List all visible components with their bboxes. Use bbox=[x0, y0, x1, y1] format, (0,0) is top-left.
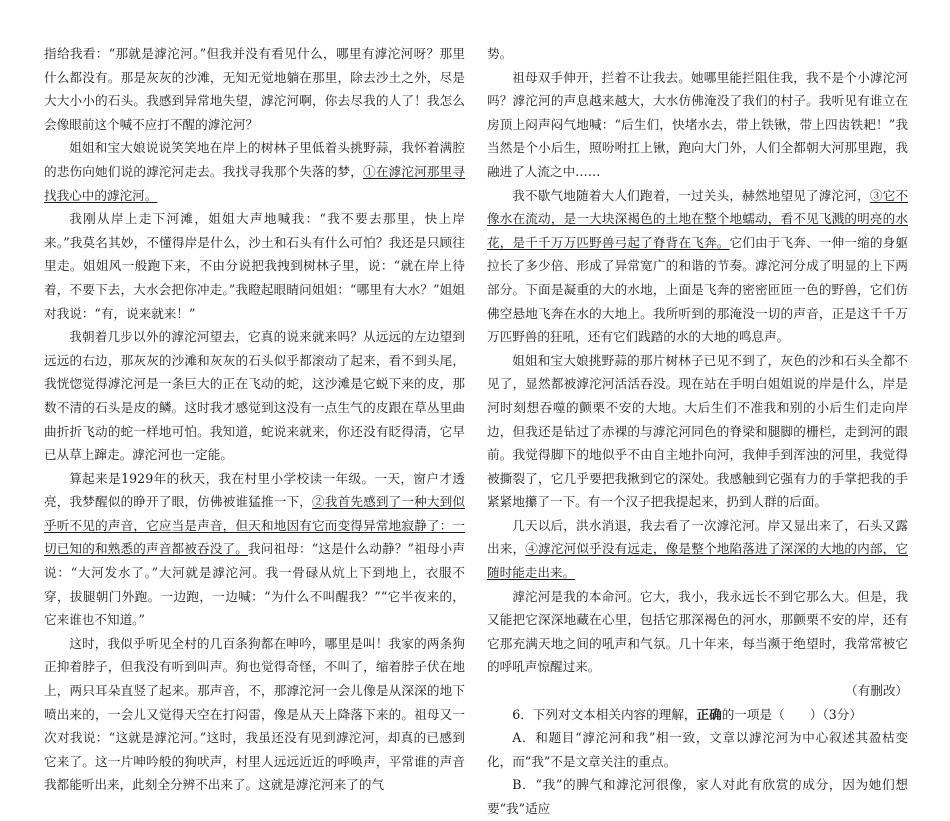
underlined-sentence-1: ①在滹沱河那里寻找我心中的滹沱河。 bbox=[44, 163, 466, 203]
paragraph: 这时，我似乎听见全村的几百条狗都在呻吟，哪里是叫！我家的两条狗正抑着脖子，但我没有听到叫声。狗也觉得奇怪，不叫了，缩着脖子伏在地上，两只耳朵直竖了起来。那声音，不，那滹沱河一会儿像是从深深的地下喷出来的，一会儿又觉得天空在打闷雷，像是从天上降落下来的。祖母又一次对我说：“这就是滹沱河。”这时，我虽还没有见到滹沱河，却真的已感到它来了。这一片呻吟般的狗吠声，村里人远远近近的呼唤声，平常谁的声音我都能听出来，此刻全分辨不出来了。这就是滹沱河来了的气 bbox=[44, 635, 465, 793]
right-column bbox=[487, 42, 908, 821]
paragraph: 滹沱河是我的本命河。它大，我小，我永远长不到它那么大。但是，我又能把它深深地藏在心里，包括它那深褐色的河水，那颤栗不安的岸，还有它那充满天地之间的吼声和气氛。几十年来，每当濒于绝望时，我常常被它的呼吼声惊醒过来。 bbox=[487, 588, 908, 675]
question-text: 的一项是（ ）（3分） bbox=[721, 706, 862, 722]
paragraph: 姐姐和宝大娘挑野蒜的那片树林子已见不到了，灰色的沙和石头全都不见了，显然都被滹沱河活活吞没。现在站在手明白姐姐说的岸是什么，岸是河时刻想吞噬的颤栗不安的大地。大后生们不准我和别的小后生们走向岸边，但我还是钻过了赤裸的与滹沱河同色的脊梁和腿脚的栅栏，走到河的跟前。我觉得脚下的地似乎不由自主地扑向河，我伸手到浑浊的河里，我觉得被撕裂了，它几乎要把我揪到它的深处。我感触到它强有力的手掌把我的手紧紧地攥了一下。有一个汉子把我提起来，扔到人群的后面。 bbox=[487, 352, 908, 510]
text-span: 几天以后，洪水消退，我去看了一次滹沱河。岸又显出来了，石头又露出来， bbox=[487, 517, 908, 557]
paragraph: 我朝着几步以外的滹沱河望去，它真的说来就来吗？从远远的左边望到远远的右边，那灰灰的沙滩和灰灰的石头似乎都滚动了起来，看不到头尾，我恍惚觉得滹沱河是一条巨大的正在飞动的蛇，这沙滩是它蜕下来的皮，那数不清的石头是皮的鳞。这时我才感觉到这没有一点生气的皮跟在草丛里曲曲折折飞动的蛇一样地可怕。我知道，蛇说来就来，你还没有眨得清，它早已从草上蹿走。滹沱河也一定能。 bbox=[44, 329, 465, 463]
text-span: 它们由于飞奔、一伸一缩的身躯拉长了多少倍、形成了异常宽广的和谐的节奏。滹沱河分成了明显的上下两部分。下面是凝重的大的水地，上面是飞奔的密密匝匝一色的野兽，它们仿佛空悬地飞奔在水的大地上。我所听到的那淹没一切的声音，正是这千千万万匹野兽的狂吼，还有它们践踏的水的大地的鸣息声。 bbox=[487, 234, 909, 345]
paragraph: 指给我看：“那就是滹沱河。”但我并没有看见什么，哪里有滹沱河呀？那里什么都没有。那是灰灰的沙滩，无知无觉地躺在那里，除去沙土之外，尽是大大小小的石头。我感到异常地失望，滹沱河啊，你去尽我的人了！我怎么会像眼前这个喊不应打不醒的滹沱河？ bbox=[44, 46, 465, 132]
underlined-sentence-4: ④滹沱河似乎没有远走，像是整个地陷落进了深深的大地的内部，它随时能走出来。 bbox=[487, 541, 909, 581]
option-a: A．和题目“滹沱河和我”相一致，文章以滹沱河为中心叙述其盈枯变化，而“我”不是文章关注的重点。 bbox=[487, 730, 908, 769]
question-emphasis: 正确 bbox=[696, 706, 722, 722]
question-6 bbox=[487, 703, 908, 727]
question-text: 6．下列对文本相关内容的理解， bbox=[512, 706, 697, 722]
left-column bbox=[44, 42, 465, 797]
text-span: 算起来是1929年的秋天，我在村里小学校读一年级。一天，窗户才透亮，我梦醒似的睁开了眼，仿佛被谁猛推一下， bbox=[44, 470, 465, 510]
paragraph bbox=[44, 467, 465, 632]
paragraph bbox=[487, 184, 908, 349]
paragraph bbox=[487, 514, 908, 585]
underlined-sentence-3: ③它不像水在流动，是一大块深褐色的土地在整个地蠕动，看不见飞溅的明亮的水花，是千千万万匹野兽弓起了脊背在飞奔。 bbox=[487, 187, 909, 250]
text-span: 我问祖母：“这是什么动静？”祖母小声说：“大河发水了。”大河就是滹沱河。我一骨碌从炕上下到地上，衣服不穿，拔腿朝门外跑。一边跑，一边喊：“为什么不叫醒我？”“它半夜来的，它来谁也不知道。” bbox=[44, 541, 465, 628]
underlined-sentence-2: ②我首先感到了一种大到似乎听不见的声音，它应当是声音，但天和地因有它而变得异常地寂静了：一切已知的和熟悉的声音都被吞没了。 bbox=[44, 494, 466, 557]
text-span: 我不歇气地随着大人们跑着，一过关头，赫然地望见了滹沱河， bbox=[512, 187, 870, 203]
paragraph: 势。 bbox=[487, 46, 513, 61]
text-span: 姐姐和宝大娘说说笑笑地在岸上的树林子里低着头挑野蒜，我怀着满腔的悲伤向她们说的滹沱河走去。我找寻我那个失落的梦， bbox=[44, 140, 465, 179]
paragraph: 祖母双手伸开，拦着不让我去。她哪里能拦阻住我，我不是个小滹沱河吗？滹沱河的声息越来越大，大水仿佛淹没了我们的村子。我听见有谁立在房顶上闷声闷气地喊：“后生们，快堵水去，带上铁锹，带上四齿铁耙！”我当然是个小后生，照吩咐扛上锹，跑向大门外，人们全都朝大河那里跑，我融进了人流之中…… bbox=[487, 69, 908, 179]
paragraph bbox=[44, 136, 465, 207]
source-note: （有删改） bbox=[845, 683, 908, 699]
paragraph: 我刚从岸上走下河滩，姐姐大声地喊我：“我不要去那里，快上岸来。”我莫名其妙，不懂得岸是什么，沙土和石头有什么可怕？我还是只顾往里走。姐姐风一般跑下来，不由分说把我拽到树林子里，说：“就在岸上待着，不要下去，大水会把你冲走。”我瞪起眼睛问姐姐：“哪里有大水？”姐姐对我说：“有，说来就来！” bbox=[44, 211, 465, 321]
option-b: B．“我”的脾气和滹沱河很像，家人对此有欣赏的成分，因为她们想要“我”适应 bbox=[487, 777, 908, 816]
